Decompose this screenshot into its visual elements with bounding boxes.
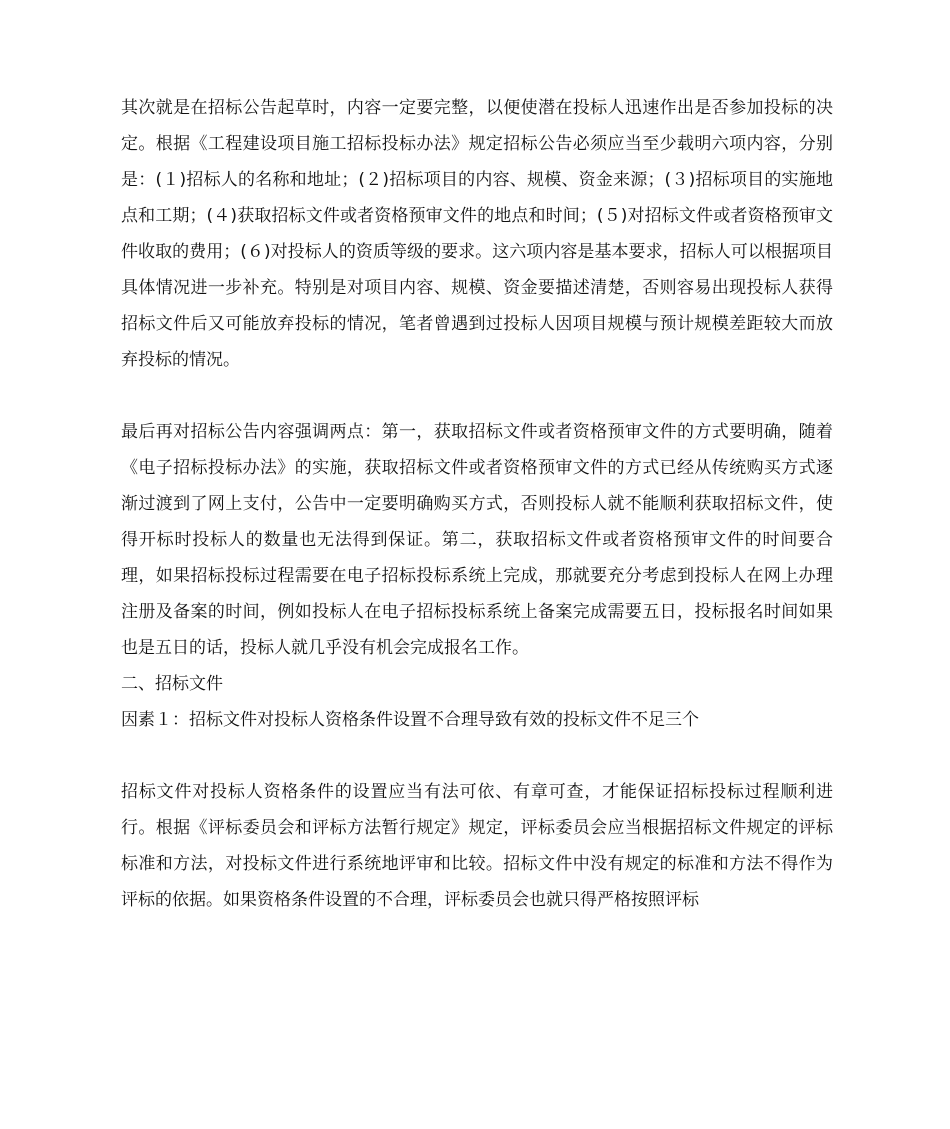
paragraph-announcement-emphasis: 最后再对招标公告内容强调两点：第一，获取招标文件或者资格预审文件的方式要明确，随着《电子招标投标办法》的实施，获取招标文件或者资格预审文件的方式已经从传统购买方式逐渐过渡到了网上支付，公告中一定要明确购买方式，否则投标人就不能顺利获取招标文件，使得开标时投标人的数量也无法得到保证。第二，获取招标文件或者资格预审文件的时间要合理，如果招标投标过程需要在电子招标投标系统上完成，那就要充分考虑到投标人在网上办理注册及备案的时间，例如投标人在电子招标投标系统上备案完成需要五日，投标报名时间如果也是五日的话，投标人就几乎没有机会完成报名工作。: [121, 422, 833, 658]
section-heading-bidding-documents: 二、招标文件: [121, 674, 223, 694]
paragraph-announcement-content: 其次就是在招标公告起草时，内容一定要完整，以便使潜在投标人迅速作出是否参加投标的决定。根据《工程建设项目施工招标投标办法》规定招标公告必须应当至少载明六项内容，分别是：(１)招标人的名称和地址；(２)招标项目的内容、规模、资金来源；(３)招标项目的实施地点和工期；(４)获取招标文件或者资格预审文件的地点和时间；(５)对招标文件或者资格预审文件收取的费用；(６)对投标人的资质等级的要求。这六项内容是基本要求，招标人可以根据项目具体情况进一步补充。特别是对项目内容、规模、资金要描述清楚，否则容易出现投标人获得招标文件后又可能放弃投标的情况，笔者曾遇到过投标人因项目规模与预计规模差距较大而放弃投标的情况。: [121, 98, 833, 370]
subsection-heading-factor-1: 因素１：招标文件对投标人资格条件设置不合理导致有效的投标文件不足三个: [121, 710, 699, 730]
paragraph-qualification-conditions: 招标文件对投标人资格条件的设置应当有法可依、有章可查，才能保证招标投标过程顺利进行。根据《评标委员会和评标方法暂行规定》规定，评标委员会应当根据招标文件规定的评标标准和方法，对投标文件进行系统地评审和比较。招标文件中没有规定的标准和方法不得作为评标的依据。如果资格条件设置的不合理，评标委员会也就只得严格按照评标: [121, 782, 833, 910]
document-body: [121, 90, 833, 918]
